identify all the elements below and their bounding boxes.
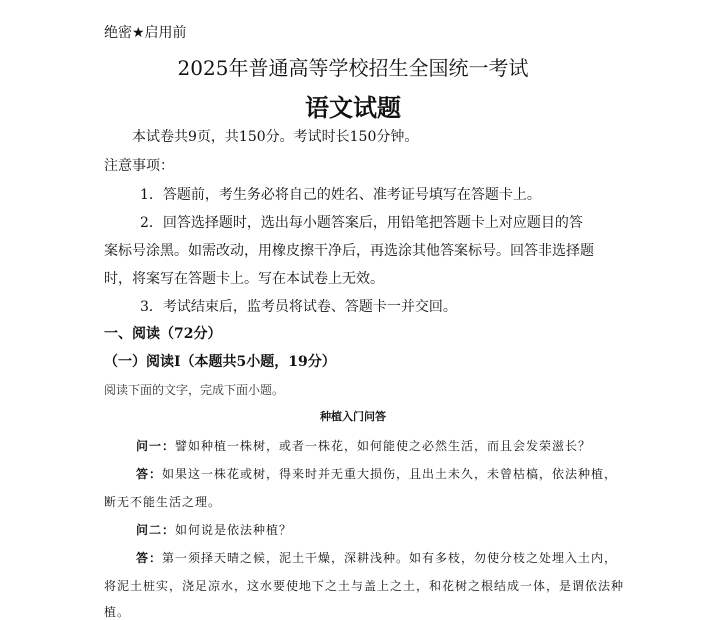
question-1 [136, 437, 591, 454]
answer-2-line-1 [136, 549, 617, 566]
question-1-label: 问一： [136, 439, 176, 453]
article-title: 种植入门问答 [320, 410, 386, 423]
question-2-text: 如何说是依法种植？ [175, 523, 293, 537]
answer-2-text: 第一须择天晴之候，泥土干燥，深耕浅种。如有多枝，勿使分枝之处埋入土内， [162, 551, 618, 565]
answer-2-line-2: 将泥土桩实，浇足凉水，这水要使地下之土与盖上之土，和花树之根结成一体，是谓依法种 [104, 579, 625, 593]
notice-item-2-line-1: 2．回答选择题时，选出每小题答案后，用铅笔把答题卡上对应题目的答 [140, 215, 583, 231]
section-heading: 一、阅读（72分） [104, 326, 222, 342]
question-2-label: 问二： [136, 523, 176, 537]
answer-1-line-2: 断无不能生活之理。 [104, 495, 222, 509]
notice-heading: 注意事项： [104, 158, 174, 174]
answer-1-label: 答： [136, 467, 163, 481]
notice-item-2-line-2: 案标号涂黑。如需改动，用橡皮擦干净后，再选涂其他答案标号。回答非选择题 [104, 243, 594, 259]
notice-item-3: 3．考试结束后，监考员将试卷、答题卡一并交回。 [140, 299, 457, 315]
answer-2-label: 答： [136, 551, 163, 565]
subsection-heading: （一）阅读Ⅰ（本题共5小题，19分） [104, 354, 336, 370]
answer-1-text: 如果这一株花或树，得来时并无重大损伤，且出土未久，未曾枯槁，依法种植， [162, 467, 618, 481]
reading-instruction: 阅读下面的文字，完成下面小题。 [104, 383, 285, 397]
exam-title: 2025年普通高等学校招生全国统一考试 [177, 56, 529, 80]
answer-2-line-3: 植。 [104, 605, 131, 619]
notice-item-2-line-3: 时，将案写在答题卡上。写在本试卷上无效。 [104, 271, 384, 287]
answer-1-line-1 [136, 465, 617, 482]
notice-item-1: 1．答题前，考生务必将自己的姓名、准考证号填写在答题卡上。 [140, 187, 541, 203]
question-2 [136, 521, 292, 538]
exam-intro: 本试卷共9页，共150分。考试时长150分钟。 [132, 129, 419, 145]
question-1-text: 譬如种植一株树，或者一株花，如何能使之必然生活，而且会发荣滋长？ [175, 439, 592, 453]
confidential-label: 绝密★启用前 [104, 25, 187, 41]
subject-title: 语文试题 [305, 94, 401, 122]
